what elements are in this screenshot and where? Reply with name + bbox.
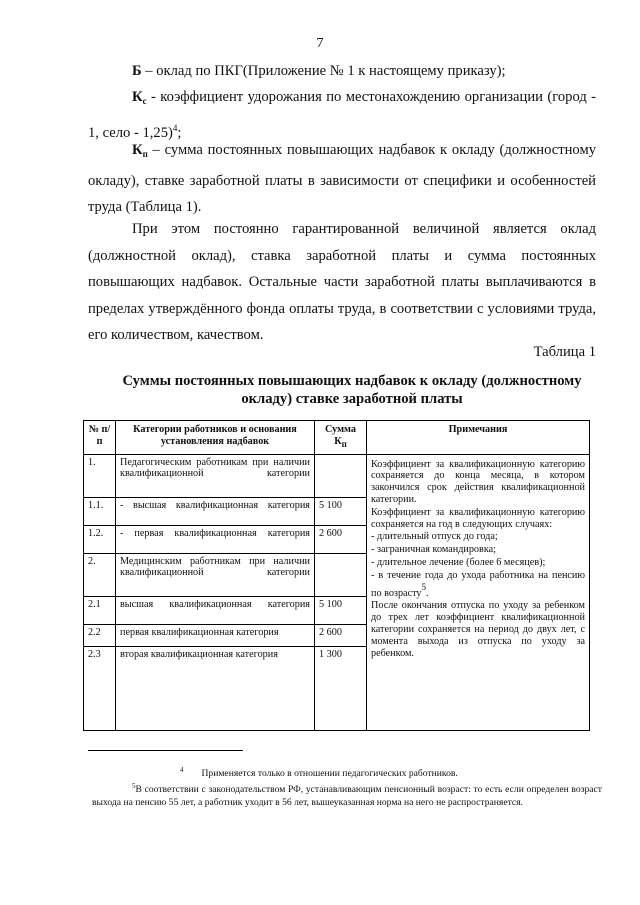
row-sum [315,454,367,497]
row-num: 2. [84,553,116,596]
row-num: 2.2 [84,624,116,646]
table-label: Таблица 1 [533,344,596,360]
table-header-row [84,421,590,455]
row-num: 1.1. [84,497,116,525]
row-category: - высшая квалификационная категория [116,497,315,525]
main-paragraph: При этом постоянно гарантированной величиной является оклад (должностной оклад), ставка заработной платы и сумма постоянных повышающих надбавок. Остальные части заработной платы выплачиваются в пределах утверждённого фонда оплаты труда, в соответствии с условиями труда, его количеством, качеством. [88,221,596,343]
footnote-4: $^4$ Применяется только в отношении педагогических работников. [180,766,458,779]
row-num: 1. [84,454,116,497]
row-sum [315,553,367,596]
definition-kc: $К_с$ - коэффициент удорожания по местонахождению организации (город - 1, село - 1,25)$^4$; [88,89,596,141]
header-num: № п/п [84,421,116,455]
header-notes: Примечания [367,421,590,455]
note-text: После окончания отпуска по уходу за ребенком до трех лет коэффициент квалификационной категории сохраняется на период до двух лет, с момента выхода из отпуска по уходу за ребенком. [371,600,585,659]
table-row [84,454,590,497]
notes-cell [367,454,590,730]
note-text: - длительный отпуск до года; [371,531,498,543]
note-text: - в течение года до ухода работника на пенсию по возрасту5. [371,569,585,599]
header-category: Категории работников и основания установления надбавок [116,421,315,455]
row-num: 2.3 [84,646,116,730]
row-sum: 2 600 [315,624,367,646]
row-category: Педагогическим работникам при наличии квалификационной категории [116,454,315,497]
footnote-5: $^5$В соответствии с законодательством РФ, устанавливающим пенсионный возраст: то есть если определен возраст выхода на пенсию 55 лет, а работник уходит в 56 лет, вышеуказанная норма на него не распространяется. [92,782,602,808]
footnote-divider [88,750,243,751]
row-sum: 5 100 [315,596,367,624]
allowances-table [83,420,590,731]
row-sum: 5 100 [315,497,367,525]
note-text: - заграничная командировка; [371,544,496,556]
note-text: Коэффициент за квалификационную категорию сохраняется до конца месяца, в котором закончился срок действия квалификационной категории. [371,458,585,505]
row-num: 2.1 [84,596,116,624]
table-title: Суммы постоянных повышающих надбавок к окладу (должностному окладу) ставке заработной платы [122,373,582,407]
header-sum: Сумма Кп [315,421,367,455]
note-text: - длительное лечение (более 6 месяцев); [371,556,546,568]
row-num: 1.2. [84,525,116,553]
note-text: Коэффициент за квалификационную категорию сохраняется на год в следующих случаях: [371,506,585,530]
definition-kp: $К_п$ – сумма постоянных повышающих надбавок к окладу (должностному окладу), ставке заработной платы в зависимости от специфики и особенностей труда (Таблица 1). [88,142,596,215]
row-sum: 2 600 [315,525,367,553]
definition-b: Б – оклад по ПКГ(Приложение № 1 к настоящему приказу); [132,63,506,79]
row-category: - первая квалификационная категория [116,525,315,553]
row-category: первая квалификационная категория [116,624,315,646]
row-category: высшая квалификационная категория [116,596,315,624]
row-category: вторая квалификационная категория [116,646,315,730]
row-category: Медицинским работникам при наличии квалификационной категории [116,553,315,596]
row-sum: 1 300 [315,646,367,730]
page-number: 7 [316,36,324,51]
